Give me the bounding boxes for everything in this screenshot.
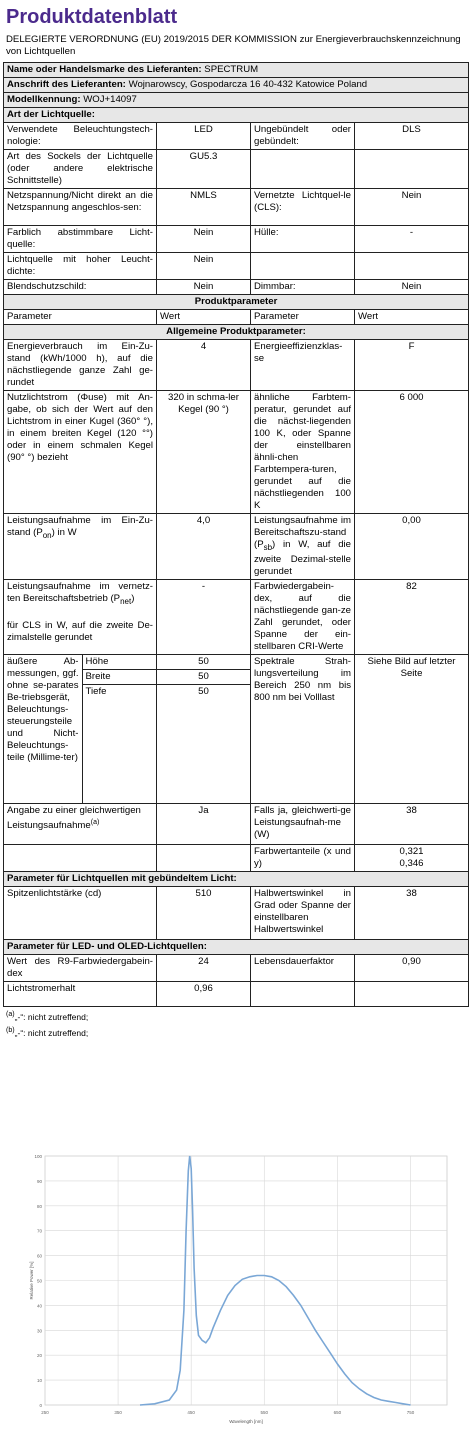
dim-width-value: 50 [157, 670, 250, 685]
led-row-cell-2 [251, 981, 355, 1006]
model-label: Modellkennung: [7, 94, 81, 105]
x-tick-label: 350 [114, 1410, 122, 1415]
col-header: Wert [355, 310, 469, 325]
chromaticity-value: 0,321 0,346 [355, 844, 469, 871]
column-header-row [4, 310, 469, 325]
y-tick-label: 20 [36, 1353, 42, 1359]
cri-value: 82 [355, 579, 469, 654]
spectral-label: Spektrale Strah-lungsverteilung im Bereich 250 nm bis 800 nm bei Volllast [251, 654, 355, 803]
led-row-cell-0: Lichtstromerhalt [4, 981, 157, 1006]
power-on-label: Leistungsaufnahme im Ein-Zu-stand $(P_{on})$ in W [4, 514, 157, 580]
x-tick-label: 450 [187, 1410, 195, 1415]
peak-intensity-value: 510 [157, 886, 251, 939]
general-row-cell-3: 6 000 [355, 391, 469, 514]
general-row-cell-2: Energieeffizienzklas-se [251, 340, 355, 391]
general-row-cell-0: Nutzlichtstrom (Φuse) mit An-gabe, ob sich der Wert auf den Lichtstrom in einer Kugel (360° °), in einem breiten Kegel (120 °°) oder in einem schmalen Kegel (90° °) bezieht [4, 391, 157, 514]
directional-row [4, 886, 469, 939]
model-row [4, 93, 469, 108]
general-row-cell-1: 320 in schma-ler Kegel (90 °) [157, 391, 251, 514]
general-row-cell-3: F [355, 340, 469, 391]
led-row-cell-2: Lebensdauerfaktor [251, 954, 355, 981]
y-tick-label: 10 [36, 1378, 42, 1384]
y-tick-label: 40 [36, 1303, 42, 1309]
equivalent-power-label: Falls ja, gleichwerti-ge Leistungsaufnah-me (W) [251, 803, 355, 844]
type-row [4, 226, 469, 253]
y-tick-label: 80 [36, 1203, 42, 1209]
type-row-cell-1: Nein [157, 226, 251, 253]
datasheet [3, 0, 468, 1039]
x-tick-label: 650 [333, 1410, 342, 1415]
y-tick-label: 90 [36, 1178, 42, 1184]
model-value: WOJ+14097 [83, 94, 137, 105]
spectral-value: Siehe Bild auf letzter Seite [355, 654, 469, 803]
y-tick-label: 50 [36, 1278, 42, 1284]
led-row-cell-3 [355, 981, 469, 1006]
spectral-chart [27, 1152, 467, 1427]
type-row-cell-2: Dimmbar: [251, 280, 355, 295]
type-row [4, 253, 469, 280]
dimensions-block [4, 655, 156, 803]
col-header: Parameter [4, 310, 157, 325]
supplier-name-label: Name oder Handelsmarke des Lieferanten: [7, 64, 202, 75]
type-row-cell-2 [251, 150, 355, 189]
y-tick-label: 30 [36, 1328, 42, 1334]
type-row-cell-0: Verwendete Beleuchtungstech-nologie: [4, 123, 157, 150]
type-row-cell-3 [355, 150, 469, 189]
type-row-cell-1: Nein [157, 280, 251, 295]
dim-depth-value: 50 [198, 685, 209, 697]
dim-depth-label: Tiefe [85, 685, 107, 697]
type-row-cell-0: Art des Sockels der Lichtquelle (oder andere elektrische Schnittstelle) [4, 150, 157, 189]
y-axis-label: Relative Power [%] [29, 1261, 34, 1300]
beam-angle-label: Halbwertswinkel in Grad oder Spanne der einstellbaren Halbwertswinkel [251, 886, 355, 939]
net-standby-value: - [157, 579, 251, 654]
type-row-cell-2: Ungebündelt oder gebündelt: [251, 123, 355, 150]
type-row-cell-0: Farblich abstimmbare Licht-quelle: [4, 226, 157, 253]
peak-intensity-label: Spitzenlichtstärke (cd) [4, 886, 157, 939]
params-heading-row [4, 295, 469, 310]
type-row-cell-0: Lichtquelle mit hoher Leucht-dichte: [4, 253, 157, 280]
type-row-cell-1: GU5.3 [157, 150, 251, 189]
type-row-cell-1: NMLS [157, 189, 251, 226]
net-standby-label: Leistungsaufnahme im vernetz-ten Bereitschaftsbetrieb $(P_{net})$ für CLS in W, auf die zweite De-zimalstelle gerundet [4, 579, 157, 654]
dimensions-row [4, 654, 469, 803]
led-row [4, 954, 469, 981]
general-rows [4, 340, 469, 514]
led-row-cell-1: 24 [157, 954, 251, 981]
dim-height-label: Höhe [83, 655, 157, 670]
net-standby-row [4, 579, 469, 654]
product-table [3, 62, 469, 1007]
lightsource-type-row [4, 108, 469, 123]
regulation-intro: DELEGIERTE VERORDNUNG (EU) 2019/2015 DER KOMMISSION zur Energieverbrauchskennzeichnung von Lichtquellen [6, 34, 461, 57]
directional-heading: Parameter für Lichtquellen mit gebündeltem Licht: [4, 871, 469, 886]
chromaticity-label: Farbwertanteile (x und y) [251, 844, 355, 871]
type-row-cell-2: Hülle: [251, 226, 355, 253]
equivalent-value: Ja [157, 803, 251, 844]
supplier-address-label: Anschrift des Lieferanten: [7, 79, 126, 90]
y-tick-label: 60 [36, 1253, 42, 1259]
params-heading: Produktparameter [4, 295, 469, 310]
cri-label: Farbwiedergabein-dex, auf die nächstliegende gan-ze Zahl gerundet, oder Spanne der ein-stellbaren CRI-Werte [251, 579, 355, 654]
type-row-cell-2 [251, 253, 355, 280]
led-row-cell-3: 0,90 [355, 954, 469, 981]
general-row [4, 391, 469, 514]
dim-width-label: Breite [83, 670, 157, 685]
dimensions-label: äußere Ab-messungen, ggf. ohne se-parates Be-triebsgerät, Beleuchtungs-steuerungsteile und Nicht-Beleuchtungs-teile (Millime-ter) [4, 655, 82, 803]
type-row [4, 150, 469, 189]
led-rows [4, 954, 469, 1006]
spectral-chart-svg [27, 1152, 467, 1427]
general-row-cell-2: ähnliche Farbtem-peratur, gerundet auf die nächst-liegenden 100 K, oder Spanne der einstellbaren ähnli-chen Farbtempera-turen, gerundet auf die nächstliegenden 100 K [251, 391, 355, 514]
page-title: Produktdatenblatt [6, 6, 178, 28]
footnote-b: $^{(b)}$„-“: nicht zutreffend; [6, 1025, 89, 1038]
type-row-cell-0: Blendschutzschild: [4, 280, 157, 295]
x-tick-label: 750 [406, 1410, 415, 1415]
y-tick-label: 0 [39, 1403, 42, 1408]
equivalent-power-value: 38 [355, 803, 469, 844]
y-tick-label: 70 [36, 1228, 42, 1234]
power-row [4, 514, 469, 580]
footnote-a: $^{(a)}$„-“: nicht zutreffend; [6, 1009, 89, 1022]
type-row-cell-1: LED [157, 123, 251, 150]
x-tick-label: 550 [260, 1410, 269, 1415]
type-row [4, 280, 469, 295]
dim-height-value: 50 [157, 655, 250, 670]
supplier-address-value: Wojnarowscy, Gospodarcza 16 40-432 Katowice Poland [128, 79, 368, 90]
power-on-value: 4,0 [157, 514, 251, 580]
supplier-address-row [4, 78, 469, 93]
type-rows [4, 123, 469, 295]
general-heading-row [4, 325, 469, 340]
col-header: Wert [157, 310, 251, 325]
type-row-cell-3: Nein [355, 280, 469, 295]
supplier-name-value: SPECTRUM [204, 64, 259, 75]
x-tick-label: 250 [41, 1410, 49, 1415]
type-row-cell-3: - [355, 226, 469, 253]
y-tick-label: 100 [34, 1154, 42, 1159]
directional-heading-row [4, 871, 469, 886]
power-standby-value: 0,00 [355, 514, 469, 580]
type-row-cell-0: Netzspannung/Nicht direkt an die Netzspannung angeschlos-sen: [4, 189, 157, 226]
general-heading: Allgemeine Produktparameter: [4, 325, 469, 340]
type-row-cell-1: Nein [157, 253, 251, 280]
led-heading-row [4, 939, 469, 954]
general-row-cell-0: Energieverbrauch im Ein-Zu-stand (kWh/1000 h), auf die nächstliegende ganze Zahl ge-rundet [4, 340, 157, 391]
col-header: Parameter [251, 310, 355, 325]
x-axis-label: Wavelength [nm] [229, 1419, 263, 1424]
type-row-cell-3 [355, 253, 469, 280]
chromaticity-row [4, 844, 469, 871]
beam-angle-value: 38 [355, 886, 469, 939]
general-row-cell-1: 4 [157, 340, 251, 391]
type-row-cell-2: Vernetzte Lichtquel-le (CLS): [251, 189, 355, 226]
equivalent-row [4, 803, 469, 844]
general-row [4, 340, 469, 391]
led-row-cell-1: 0,96 [157, 981, 251, 1006]
supplier-name-row [4, 63, 469, 78]
type-row-cell-3: DLS [355, 123, 469, 150]
led-heading: Parameter für LED- und OLED-Lichtquellen: [4, 939, 469, 954]
led-row [4, 981, 469, 1006]
equivalent-label: Angabe zu einer gleichwertigen Leistungsaufnahme$^{(a)}$ [4, 803, 157, 844]
power-standby-label: Leistungsaufnahme im Bereitschaftszu-stand $(P_{sb})$ in W, auf die zweite Dezimal-stelle gerundet [251, 514, 355, 580]
type-row-cell-3: Nein [355, 189, 469, 226]
type-row [4, 123, 469, 150]
led-row-cell-0: Wert des R9-Farbwiedergabein-dex [4, 954, 157, 981]
type-row [4, 189, 469, 226]
lightsource-type-label: Art der Lichtquelle: [4, 108, 469, 123]
